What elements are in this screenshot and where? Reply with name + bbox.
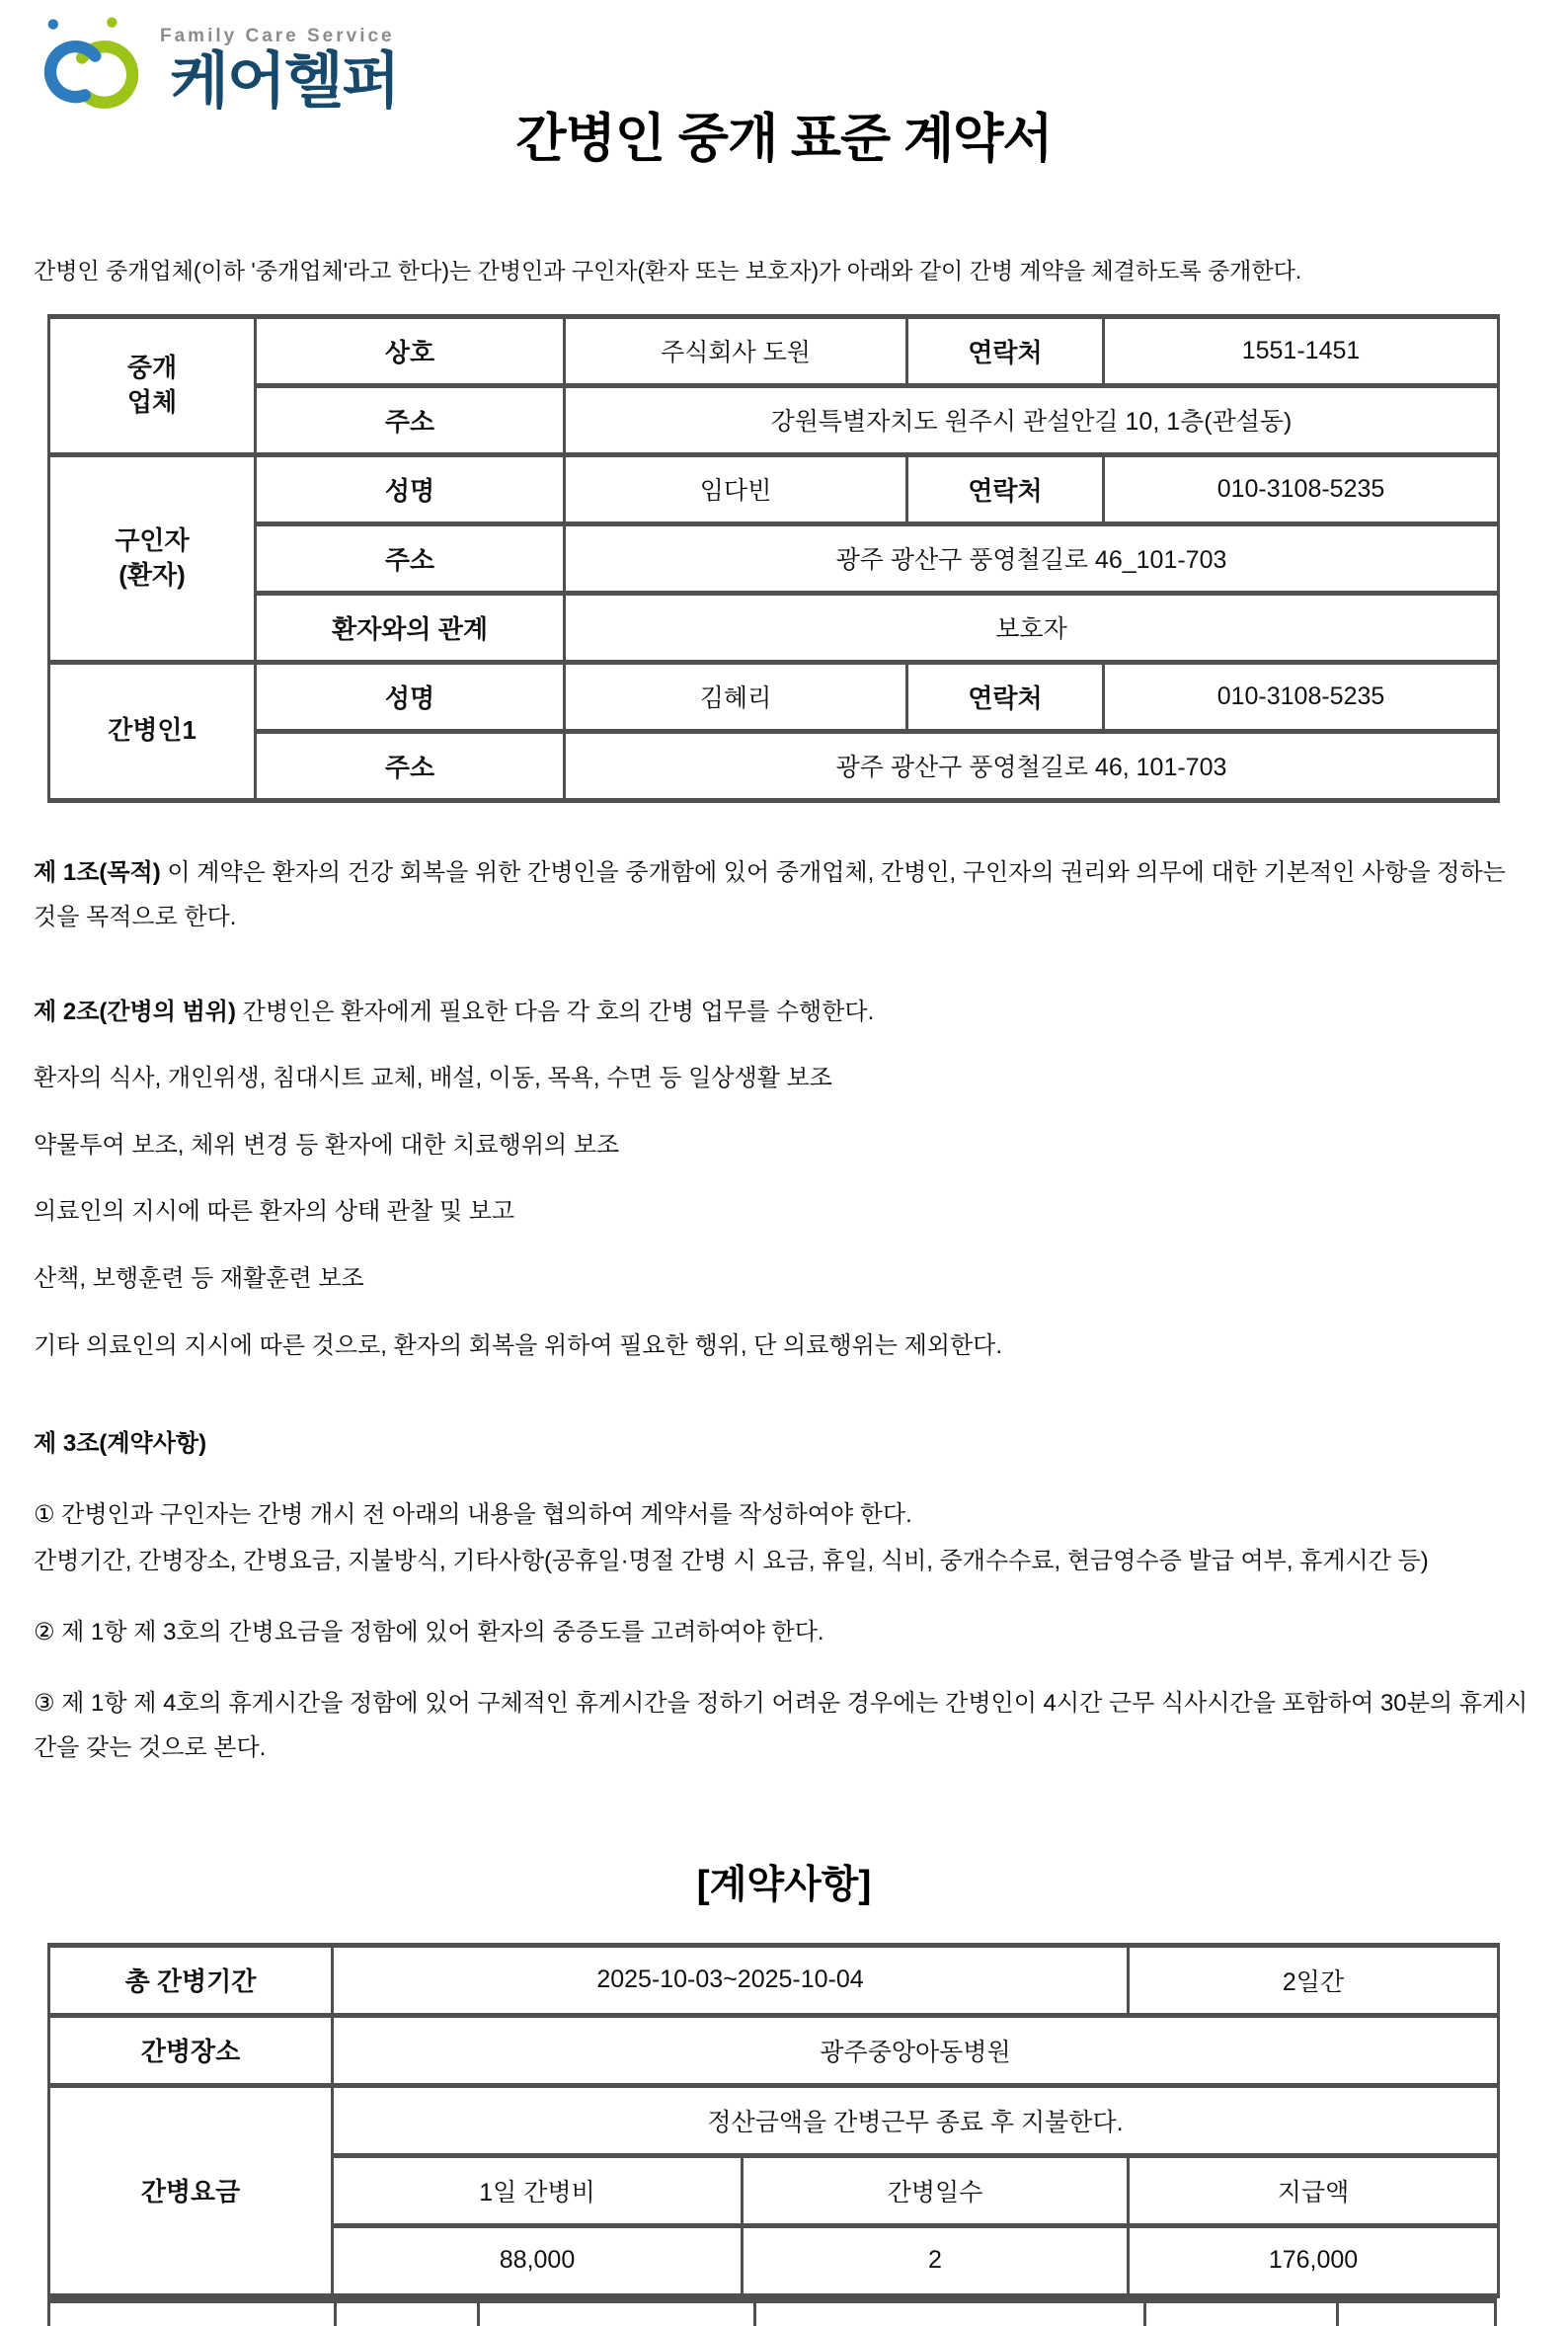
field-label: 총 간병기간 (49, 1945, 333, 2015)
care-scope-item: 약물투여 보조, 체위 변경 등 환자에 대한 치료행위의 보조 (34, 1131, 620, 1159)
logo-brand-text: 케어헬퍼 (170, 47, 399, 116)
field-value: 1551-1451 (1104, 316, 1499, 385)
care-scope-item: 환자의 식사, 개인위생, 침대시트 교체, 배설, 이동, 목욕, 수면 등 일상생활 보조 (34, 1065, 832, 1092)
field-value: 김혜리 (565, 662, 907, 731)
group-label-line: 간병인1 (108, 715, 196, 746)
article-3-clause: ③ 제 1항 제 4호의 휴게시간을 정함에 있어 구체적인 휴게시간을 정하기 어려운 경우에는 간병인이 4시간 근무 식사시간을 포함하여 30분의 휴게시간을 갖는 것으로 본다. (34, 1689, 1529, 1762)
intro-paragraph: 간병인 중개업체(이하 '중개업체'라고 한다)는 간병인과 구인자(환자 또는 보호자)가 아래와 같이 간병 계약을 체결하도록 중개한다. (34, 258, 1302, 283)
group-label-agency (49, 316, 256, 454)
table-cell (50, 2303, 337, 2326)
care-scope-item: 기타 의료인의 지시에 따른 것으로, 환자의 회복을 위하여 필요한 행위, 단 의료행위는 제외한다. (34, 1331, 1003, 1359)
article-1 (34, 850, 1534, 940)
table-cell (337, 2303, 480, 2326)
table-row (49, 2085, 1499, 2155)
field-value: 010-3108-5235 (1104, 454, 1499, 523)
fee-group-label: 간병요금 (49, 2085, 333, 2295)
field-value: 주식회사 도원 (565, 316, 907, 385)
article-3-clause: ① 간병인과 구인자는 간병 개시 전 아래의 내용을 협의하여 계약서를 작성하여야 한다. (34, 1500, 912, 1528)
field-label: 연락처 (907, 316, 1104, 385)
group-label-line: (환자) (118, 560, 186, 590)
clipped-table-row (47, 2298, 1497, 2326)
field-value: 강원특별자치도 원주시 관설안길 10, 1층(관설동) (565, 385, 1499, 454)
fee-days-value: 2 (743, 2225, 1129, 2295)
article-2-intro (34, 990, 1534, 1035)
table-row (49, 523, 1499, 593)
contract-terms-header: [계약사항] (696, 1863, 872, 1906)
article-2-body: 간병인은 환자에게 필요한 다음 각 호의 간병 업무를 수행한다. (242, 998, 875, 1025)
article-2-heading: 제 2조(간병의 범위) (34, 998, 236, 1025)
care-scope-item: 의료인의 지시에 따른 환자의 상태 관찰 및 보고 (34, 1198, 515, 1226)
field-label: 주소 (256, 731, 565, 800)
parties-table (47, 314, 1500, 803)
care-place-value: 광주중앙아동병원 (333, 2015, 1499, 2085)
table-cell (756, 2303, 1146, 2326)
care-days-value: 2일간 (1129, 1945, 1499, 2015)
field-label: 환자와의 관계 (256, 593, 565, 662)
article-1-body: 이 계약은 환자의 건강 회복을 위한 간병인을 중개함에 있어 중개업체, 간병인, 구인자의 권리와 의무에 대한 기본적인 사항을 정하는 것을 목적으로 한다. (34, 858, 1506, 931)
table-cell (480, 2303, 756, 2326)
contract-terms-table (47, 1943, 1500, 2298)
field-value: 보호자 (565, 593, 1499, 662)
table-row (49, 2015, 1499, 2085)
field-value: 광주 광산구 풍영철길로 46, 101-703 (565, 731, 1499, 800)
table-row (49, 385, 1499, 454)
article-3-heading (34, 1421, 1534, 1467)
article-3 (34, 1421, 1534, 1771)
field-label: 간병장소 (49, 2015, 333, 2085)
field-label: 상호 (256, 316, 565, 385)
field-value: 010-3108-5235 (1104, 662, 1499, 731)
care-scope-item: 산책, 보행훈련 등 재활훈련 보조 (34, 1265, 364, 1293)
care-period-value: 2025-10-03~2025-10-04 (333, 1945, 1129, 2015)
table-row (49, 593, 1499, 662)
table-cell (1146, 2303, 1339, 2326)
field-label: 연락처 (907, 454, 1104, 523)
article-3-clause: ② 제 1항 제 3호의 간병요금을 정함에 있어 환자의 중증도를 고려하여야 한다. (34, 1619, 824, 1646)
table-row (49, 1945, 1499, 2015)
article-1-heading: 제 1조(목적) (34, 858, 161, 886)
article-3-heading-text: 제 3조(계약사항) (34, 1430, 207, 1458)
fee-note: 정산금액을 간병근무 종료 후 지불한다. (333, 2085, 1499, 2155)
document-header (34, 0, 1534, 183)
field-value: 광주 광산구 풍영철길로 46_101-703 (565, 523, 1499, 593)
group-label-client (49, 454, 256, 662)
group-label-line: 구인자 (115, 524, 190, 555)
field-label: 성명 (256, 454, 565, 523)
fee-column-header: 1일 간병비 (333, 2155, 743, 2225)
field-label: 성명 (256, 662, 565, 731)
field-label: 주소 (256, 523, 565, 593)
field-value: 임다빈 (565, 454, 907, 523)
table-row (49, 454, 1499, 523)
table-row (49, 316, 1499, 385)
fee-daily-value: 88,000 (333, 2225, 743, 2295)
fee-total-value: 176,000 (1129, 2225, 1499, 2295)
logo-tagline: Family Care Service (160, 26, 395, 46)
article-3-clause: 간병기간, 간병장소, 간병요금, 지불방식, 기타사항(공휴일·명절 간병 시 요금, 휴일, 식비, 중개수수료, 현금영수증 발급 여부, 휴게시간 등) (34, 1548, 1429, 1575)
table-row (49, 662, 1499, 731)
field-label: 연락처 (907, 662, 1104, 731)
group-label-caregiver (49, 662, 256, 800)
article-2 (34, 990, 1534, 1369)
table-cell (1339, 2303, 1494, 2326)
group-label-line: 중개 (126, 352, 178, 382)
field-label: 주소 (256, 385, 565, 454)
group-label-line: 업체 (126, 387, 178, 417)
fee-column-header: 간병일수 (743, 2155, 1129, 2225)
table-row (49, 731, 1499, 800)
fee-column-header: 지급액 (1129, 2155, 1499, 2225)
page-title: 간병인 중개 표준 계약서 (515, 110, 1053, 168)
